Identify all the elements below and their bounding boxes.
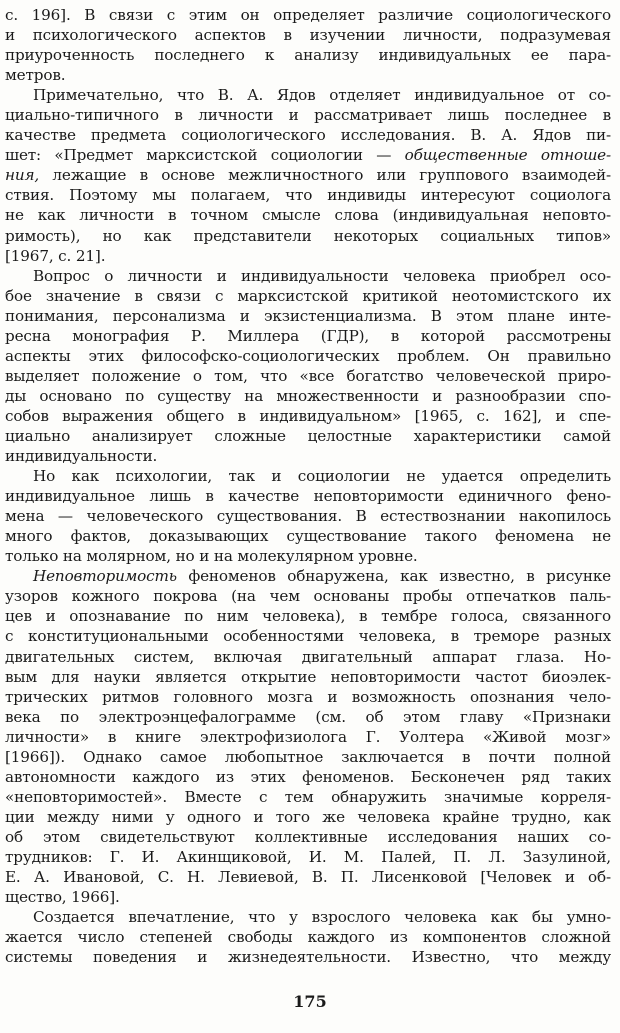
text-run: века по электроэнцефалограмме (см. об этом главу «Признаки <box>5 707 611 726</box>
text-line <box>5 45 611 65</box>
text-line <box>5 306 611 326</box>
text-run: автономности каждого из этих феноменов. Бесконечен ряд таких <box>5 767 611 786</box>
text-line <box>5 606 611 626</box>
text-run: Вопрос о личности и индивидуальности человека приобрел осо- <box>33 266 611 285</box>
text-line <box>5 747 611 767</box>
text-run: бое значение в связи с марксистской критикой неотомистского их <box>5 286 611 305</box>
text-run: Создается впечатление, что у взрослого человека как бы умно- <box>33 908 611 927</box>
text-line <box>5 85 611 105</box>
text-line <box>5 266 611 286</box>
text-line <box>5 907 611 927</box>
body-text <box>5 5 611 967</box>
text-run: понимания, персонализма и экзистенциализма. В этом плане инте- <box>5 306 611 325</box>
text-run: узоров кожного покрова (на чем основаны пробы отпечатков паль- <box>5 587 611 606</box>
text-run: индивидуальное лишь в качестве неповторимости единичного фено- <box>5 487 611 506</box>
text-line <box>5 887 611 907</box>
text-run: индивидуальности. <box>5 447 158 466</box>
text-run: с. 196]. В связи с этим он определяет различие социологического <box>5 6 611 24</box>
text-run: [1967, с. 21]. <box>5 246 106 265</box>
text-run: щество, 1966]. <box>5 888 120 907</box>
text-line <box>5 807 611 827</box>
text-line <box>5 847 611 867</box>
text-run: ствия. Поэтому мы полагаем, что индивиды интересуют социолога <box>5 186 611 205</box>
text-line <box>5 406 611 426</box>
text-run: ции между ними у одного и того же человека крайне трудно, как <box>5 807 611 826</box>
text-run: лежащие в основе межличностного или группового взаимодей- <box>39 166 611 185</box>
text-run: Примечательно, что В. А. Ядов отделяет индивидуальное от со- <box>33 86 611 105</box>
text-line <box>5 486 611 506</box>
text-line <box>5 226 611 246</box>
text-run: только на молярном, но и на молекулярном уровне. <box>5 547 418 566</box>
text-line <box>5 125 611 145</box>
text-run: римость), но как представители некоторых социальных типов» <box>5 226 611 245</box>
italic-run: Неповторимость <box>33 567 177 586</box>
text-line <box>5 667 611 687</box>
text-run: Е. А. Ивановой, С. Н. Левиевой, В. П. Лисенковой [Человек и об- <box>5 868 611 887</box>
text-run: Но как психологии, так и социологии не удается определить <box>33 467 611 486</box>
text-line <box>5 386 611 406</box>
text-line <box>5 246 611 266</box>
text-line <box>5 185 611 205</box>
text-run: циально-типичного в личности и рассматривает лишь последнее в <box>5 106 611 125</box>
text-run: циально анализирует сложные целостные характеристики самой <box>5 426 611 445</box>
text-line <box>5 346 611 366</box>
text-line <box>5 767 611 787</box>
text-run: приуроченность последнего к анализу индивидуальных ее пара- <box>5 46 611 65</box>
text-run: ресна монография Р. Миллера (ГДР), в которой рассмотрены <box>5 326 611 345</box>
text-run: аспекты этих философско-социологических проблем. Он правильно <box>5 346 611 365</box>
text-line <box>5 687 611 707</box>
text-line <box>5 205 611 225</box>
text-run: феноменов обнаружена, как известно, в рисунке <box>176 567 611 586</box>
text-line <box>5 326 611 346</box>
text-run: трудников: Г. И. Акинщиковой, И. М. Палей, П. Л. Зазулиной, <box>5 847 611 866</box>
text-line <box>5 546 611 566</box>
page-number: 175 <box>293 992 327 1011</box>
text-line <box>5 65 611 85</box>
text-line <box>5 5 611 25</box>
text-run: выделяет положение о том, что «все богатство человеческой приро- <box>5 366 611 385</box>
text-run: жается число степеней свободы каждого из компонентов сложной <box>5 928 611 947</box>
text-line <box>5 145 611 165</box>
text-run: об этом свидетельствуют коллективные исследования наших со- <box>5 827 611 846</box>
text-line <box>5 466 611 486</box>
text-run: мена — человеческого существования. В естествознании накопилось <box>5 507 611 526</box>
text-line <box>5 366 611 386</box>
italic-run: общественные отноше- <box>404 146 611 165</box>
text-run: шет: «Предмет марксистской социологии — <box>5 146 405 165</box>
text-line <box>5 105 611 125</box>
text-run: личности» в книге электрофизиолога Г. Уолтера «Живой мозг» <box>5 727 611 746</box>
text-line <box>5 647 611 667</box>
text-run: метров. <box>5 66 66 85</box>
text-line <box>5 446 611 466</box>
text-line <box>5 566 611 586</box>
text-run: [1966]). Однако самое любопытное заключается в почти полной <box>5 747 611 766</box>
text-line <box>5 727 611 747</box>
text-line <box>5 787 611 807</box>
text-line <box>5 506 611 526</box>
text-run: ды основано по существу на множественности и разнообразии спо- <box>5 386 611 405</box>
text-line <box>5 165 611 185</box>
text-line <box>5 286 611 306</box>
text-run: системы поведения и жизнедеятельности. Известно, что между <box>5 948 611 967</box>
italic-run: ния, <box>5 166 40 185</box>
text-run: трических ритмов головного мозга и возможность опознания чело- <box>5 687 611 706</box>
text-line <box>5 867 611 887</box>
text-run: качестве предмета социологического исследования. В. А. Ядов пи- <box>5 126 611 145</box>
text-run: и психологического аспектов в изучении личности, подразумевая <box>5 26 611 45</box>
text-line <box>5 927 611 947</box>
text-run: двигательных систем, включая двигательный аппарат глаза. Но- <box>5 647 611 666</box>
text-run: с конституциональными особенностями человека, в треморе разных <box>5 627 611 646</box>
text-line <box>5 707 611 727</box>
text-line <box>5 426 611 446</box>
text-run: вым для науки является открытие неповторимости частот биоэлек- <box>5 667 611 686</box>
text-line <box>5 947 611 967</box>
text-run: много фактов, доказывающих существование такого феномена не <box>5 527 611 546</box>
text-line <box>5 586 611 606</box>
text-run: «неповторимостей». Вместе с тем обнаружить значимые корреля- <box>5 787 611 806</box>
text-line <box>5 526 611 546</box>
text-run: не как личности в точном смысле слова (индивидуальная неповто- <box>5 206 611 225</box>
text-run: цев и опознавание по ним человека), в тембре голоса, связанного <box>5 607 611 626</box>
text-line <box>5 626 611 646</box>
text-run: собов выражения общего в индивидуальном» [1965, с. 162], и спе- <box>5 406 611 425</box>
text-line <box>5 827 611 847</box>
text-line <box>5 25 611 45</box>
